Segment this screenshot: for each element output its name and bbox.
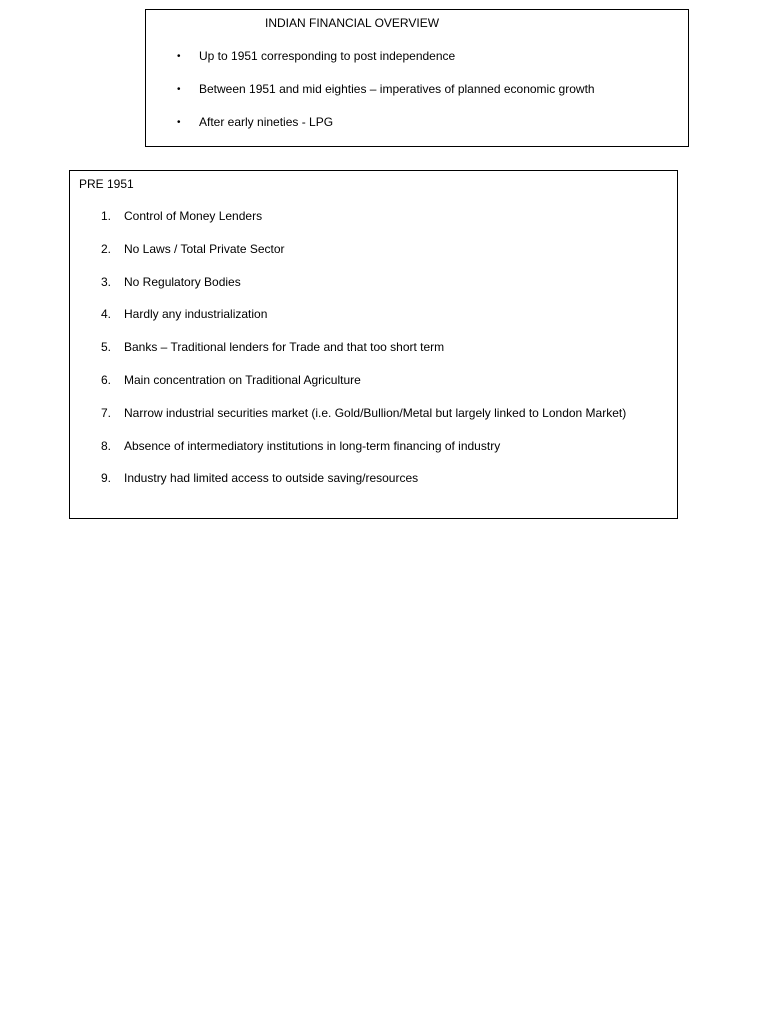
list-item-number: 9. — [101, 471, 112, 485]
list-item-text: Main concentration on Traditional Agriculture — [124, 373, 361, 387]
list-item-text: Narrow industrial securities market (i.e. Gold/Bullion/Metal but largely linked to London Market) — [124, 406, 627, 420]
list-item-number: 4. — [101, 307, 112, 321]
bullet-icon: • — [177, 51, 181, 62]
bullet-icon: • — [177, 117, 181, 128]
overview-box — [145, 9, 689, 147]
list-item-text: No Laws / Total Private Sector — [124, 242, 285, 256]
list-item-number: 6. — [101, 373, 112, 387]
list-item-text: No Regulatory Bodies — [124, 275, 241, 289]
list-item-text: Banks – Traditional lenders for Trade and that too short term — [124, 340, 445, 354]
overview-bullet-text: After early nineties - LPG — [199, 115, 334, 129]
bullet-icon: • — [177, 84, 181, 95]
list-item-text: Absence of intermediatory institutions in long-term financing of industry — [124, 439, 501, 453]
list-item-number: 1. — [101, 209, 112, 223]
list-item-number: 2. — [101, 242, 112, 256]
overview-title: INDIAN FINANCIAL OVERVIEW — [265, 16, 440, 30]
overview-bullet-text: Up to 1951 corresponding to post independence — [199, 49, 456, 63]
list-item-text: Industry had limited access to outside saving/resources — [124, 471, 419, 485]
list-item-text: Control of Money Lenders — [124, 209, 263, 223]
list-item-number: 3. — [101, 275, 112, 289]
pre1951-box — [69, 170, 678, 519]
list-item-number: 5. — [101, 340, 112, 354]
list-item-text: Hardly any industrialization — [124, 307, 268, 321]
pre1951-title: PRE 1951 — [79, 177, 134, 191]
list-item-number: 7. — [101, 406, 112, 420]
list-item-number: 8. — [101, 439, 112, 453]
overview-bullet-text: Between 1951 and mid eighties – imperatives of planned economic growth — [199, 82, 595, 96]
